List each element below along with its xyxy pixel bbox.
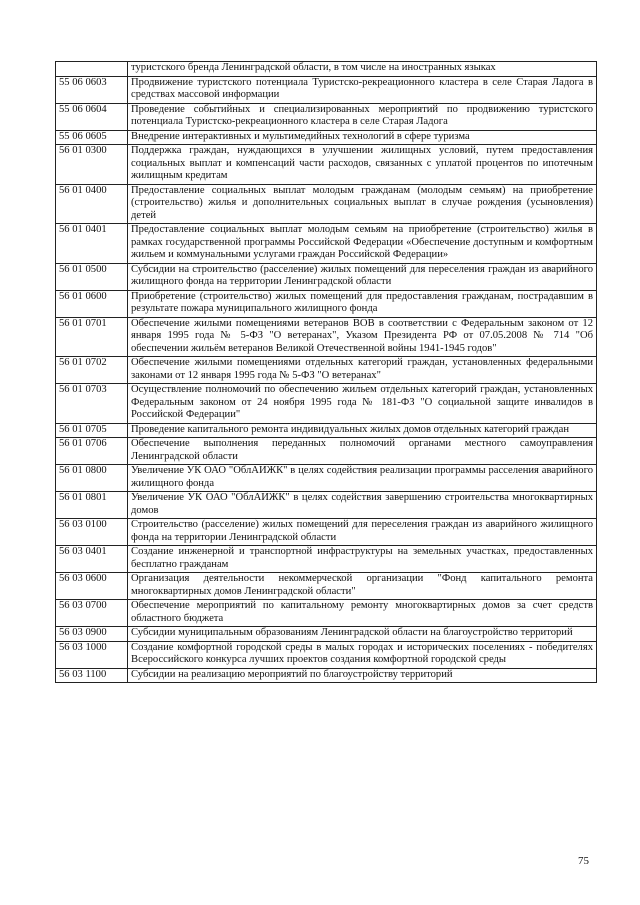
table-row	[56, 357, 597, 384]
table-row	[56, 224, 597, 264]
code-cell: 55 06 0604	[56, 103, 128, 130]
code-cell: 56 01 0800	[56, 465, 128, 492]
code-cell: 56 01 0702	[56, 357, 128, 384]
page-number: 75	[578, 855, 589, 867]
code-cell: 56 03 0600	[56, 573, 128, 600]
description-cell: Субсидии на строительство (расселение) жилых помещений для переселения граждан из аварийного жилищного фонда на территории Ленинградской области	[128, 263, 597, 290]
description-cell: Увеличение УК ОАО "ОблАИЖК" в целях содействия завершению строительства многоквартирных домов	[128, 492, 597, 519]
table-row	[56, 76, 597, 103]
table-row	[56, 263, 597, 290]
description-cell: туристского бренда Ленинградской области, в том числе на иностранных языках	[128, 62, 597, 77]
table-row	[56, 423, 597, 438]
code-cell: 56 01 0703	[56, 384, 128, 424]
budget-codes-table	[55, 61, 597, 683]
description-cell: Приобретение (строительство) жилых помещений для предоставления гражданам, пострадавшим в результате пожара муниципального жилищного фонда	[128, 290, 597, 317]
code-cell: 56 01 0401	[56, 224, 128, 264]
code-cell: 56 01 0701	[56, 317, 128, 357]
description-cell: Строительство (расселение) жилых помещений для переселения граждан из аварийного жилищного фонда на территории Ленинградской области	[128, 519, 597, 546]
description-cell: Продвижение туристского потенциала Туристско-рекреационного кластера в селе Старая Ладога в средствах массовой информации	[128, 76, 597, 103]
description-cell: Увеличение УК ОАО "ОблАИЖК" в целях содействия реализации программы расселения аварийного жилищного фонда	[128, 465, 597, 492]
table-row	[56, 465, 597, 492]
table-row	[56, 668, 597, 683]
description-cell: Субсидии на реализацию мероприятий по благоустройству территорий	[128, 668, 597, 683]
table-row	[56, 438, 597, 465]
table-row	[56, 627, 597, 642]
description-cell: Предоставление социальных выплат молодым гражданам (молодым семьям) на приобретение (строительство) жилья и дополнительных социальных выплат в случае рождения (усыновления) детей	[128, 184, 597, 224]
description-cell: Создание комфортной городской среды в малых городах и исторических поселениях - победителях Всероссийского конкурса лучших проектов создания комфортной городской среды	[128, 641, 597, 668]
code-cell: 55 06 0603	[56, 76, 128, 103]
code-cell: 56 03 0900	[56, 627, 128, 642]
description-cell: Предоставление социальных выплат молодым семьям на приобретение (строительство) жилья в рамках государственной программы Российской Федерации «Обеспечение доступным и комфортным жильем и коммунальными услугами граждан Российской Федерации»	[128, 224, 597, 264]
table-row	[56, 641, 597, 668]
table-row	[56, 62, 597, 77]
table-row	[56, 145, 597, 185]
description-cell: Осуществление полномочий по обеспечению жильем отдельных категорий граждан, установленных Федеральным законом от 24 ноября 1995 года № 181-ФЗ "О социальной защите инвалидов в Российской Федерации"	[128, 384, 597, 424]
code-cell	[56, 62, 128, 77]
code-cell: 56 01 0400	[56, 184, 128, 224]
description-cell: Проведение событийных и специализированных мероприятий по продвижению туристского потенциала Туристско-рекреационного кластера в селе Старая Ладога	[128, 103, 597, 130]
description-cell: Обеспечение выполнения переданных полномочий органами местного самоуправления Ленинградской области	[128, 438, 597, 465]
table-row	[56, 492, 597, 519]
table-row	[56, 573, 597, 600]
table-row	[56, 546, 597, 573]
description-cell: Создание инженерной и транспортной инфраструктуры на земельных участках, предоставленных бесплатно гражданам	[128, 546, 597, 573]
code-cell: 56 03 1000	[56, 641, 128, 668]
description-cell: Обеспечение мероприятий по капитальному ремонту многоквартирных домов за счет средств областного бюджета	[128, 600, 597, 627]
code-cell: 56 01 0706	[56, 438, 128, 465]
description-cell: Обеспечение жилыми помещениями отдельных категорий граждан, установленных федеральными законами от 12 января 1995 года № 5-ФЗ "О ветеранах"	[128, 357, 597, 384]
code-cell: 56 01 0300	[56, 145, 128, 185]
description-cell: Обеспечение жилыми помещениями ветеранов ВОВ в соответствии с Федеральным законом от 12 января 1995 года № 5-ФЗ "О ветеранах", Указом Президента РФ от 07.05.2008 № 714 "Об обеспечении жильём ветеранов Великой Отечественной войны 1941-1945 годов"	[128, 317, 597, 357]
description-cell: Поддержка граждан, нуждающихся в улучшении жилищных условий, путем предоставления социальных выплат и компенсаций части расходов, связанных с уплатой процентов по ипотечным жилищным кредитам	[128, 145, 597, 185]
code-cell: 56 01 0705	[56, 423, 128, 438]
code-cell: 56 01 0500	[56, 263, 128, 290]
table-row	[56, 184, 597, 224]
code-cell: 56 03 0100	[56, 519, 128, 546]
description-cell: Проведение капитального ремонта индивидуальных жилых домов отдельных категорий граждан	[128, 423, 597, 438]
table-row	[56, 384, 597, 424]
code-cell: 56 01 0801	[56, 492, 128, 519]
description-cell: Субсидии муниципальным образованиям Ленинградской области на благоустройство территорий	[128, 627, 597, 642]
table-row	[56, 317, 597, 357]
table-row	[56, 519, 597, 546]
table-row	[56, 130, 597, 145]
table-row	[56, 290, 597, 317]
table-row	[56, 600, 597, 627]
code-cell: 56 03 0700	[56, 600, 128, 627]
description-cell: Организация деятельности некоммерческой организации "Фонд капитального ремонта многоквартирных домов Ленинградской области"	[128, 573, 597, 600]
table-row	[56, 103, 597, 130]
description-cell: Внедрение интерактивных и мультимедийных технологий в сфере туризма	[128, 130, 597, 145]
code-cell: 56 03 1100	[56, 668, 128, 683]
code-cell: 55 06 0605	[56, 130, 128, 145]
code-cell: 56 03 0401	[56, 546, 128, 573]
code-cell: 56 01 0600	[56, 290, 128, 317]
